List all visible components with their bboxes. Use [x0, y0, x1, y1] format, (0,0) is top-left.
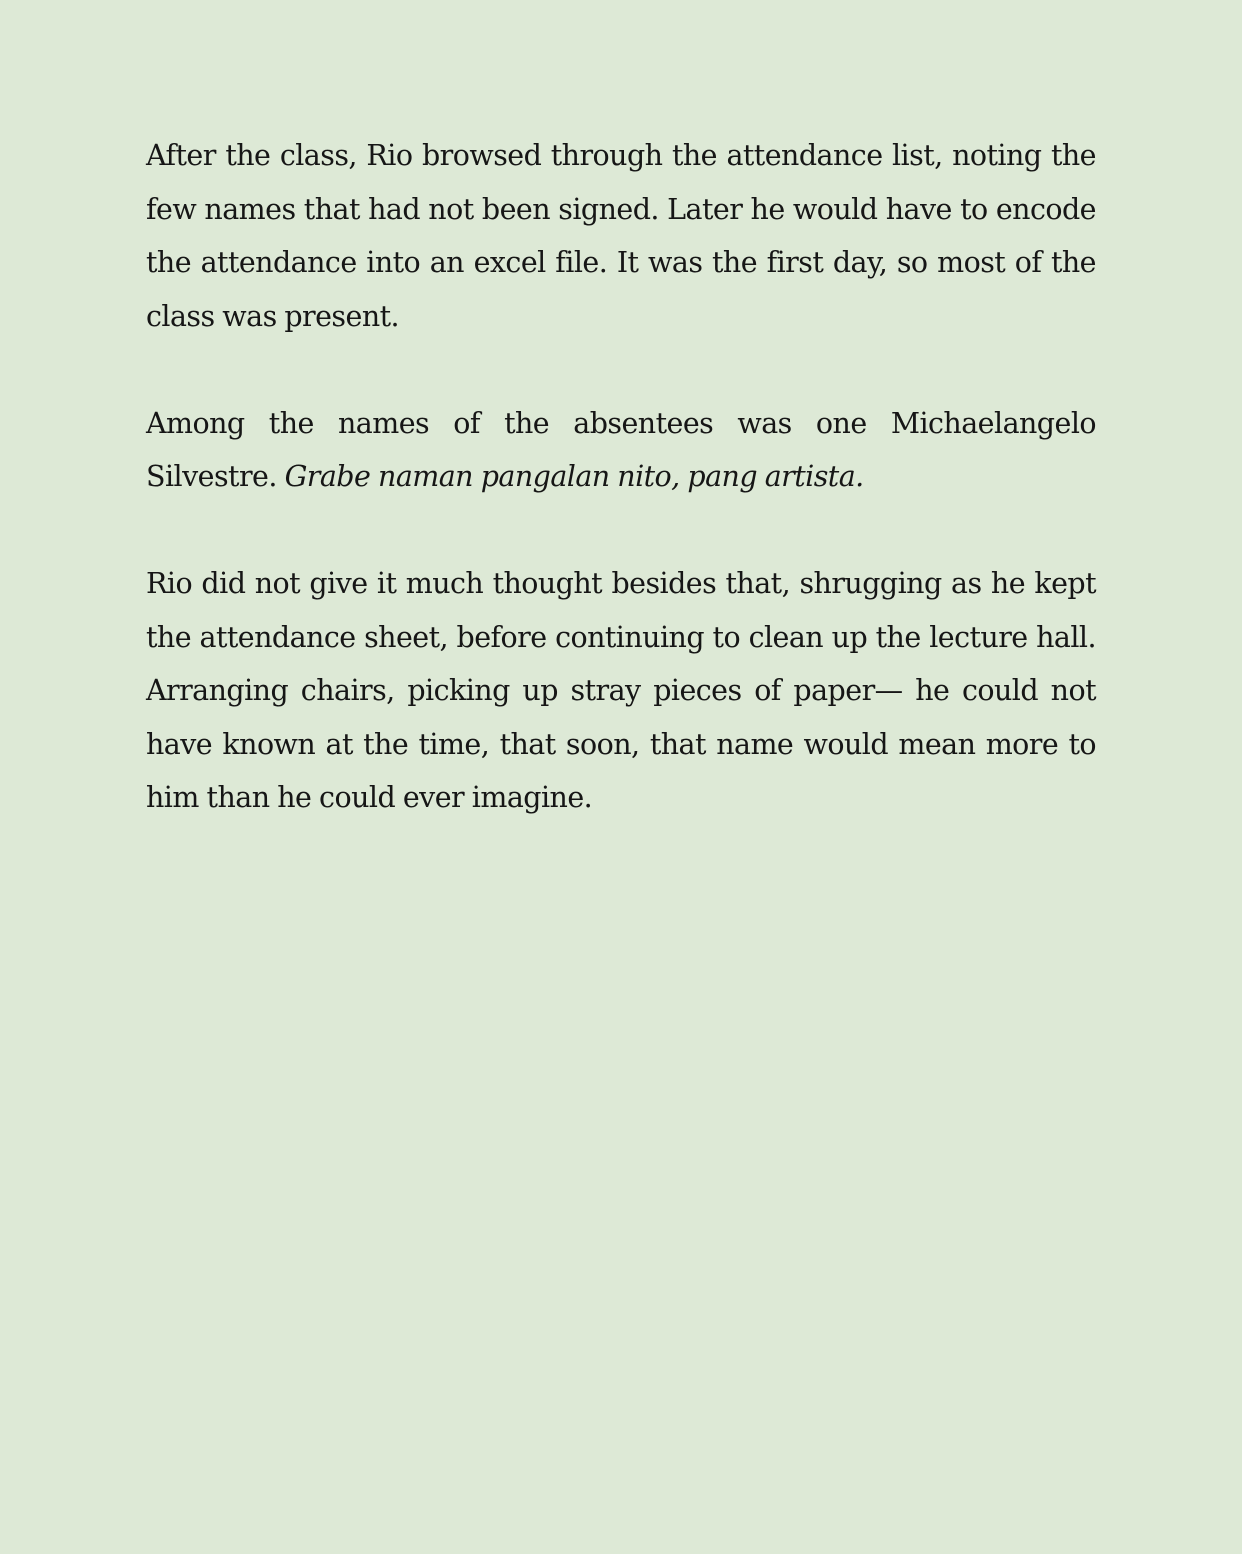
- paragraph-2: [146, 397, 1096, 504]
- paragraph-3: Rio did not give it much thought besides that, shrugging as he kept the attendance sheet, before continuing to clean up the lecture hall. Arranging chairs, picking up stray pieces of paper— he could not have known at the time, that soon, that name would mean more to him than he could ever imagine.: [146, 567, 1096, 814]
- paragraph-2-italic-text: Grabe naman pangalan nito, pang artista.: [284, 460, 864, 493]
- story-text: [146, 129, 1096, 878]
- paragraph-2-regular-text: Among the names of the absentees was one Michaelangelo Silvestre.: [146, 406, 1096, 493]
- paragraph-1: After the class, Rio browsed through the attendance list, noting the few names that had not been signed. Later he would have to encode the attendance into an excel file. It was the first day, so most of the class was present.: [146, 139, 1096, 333]
